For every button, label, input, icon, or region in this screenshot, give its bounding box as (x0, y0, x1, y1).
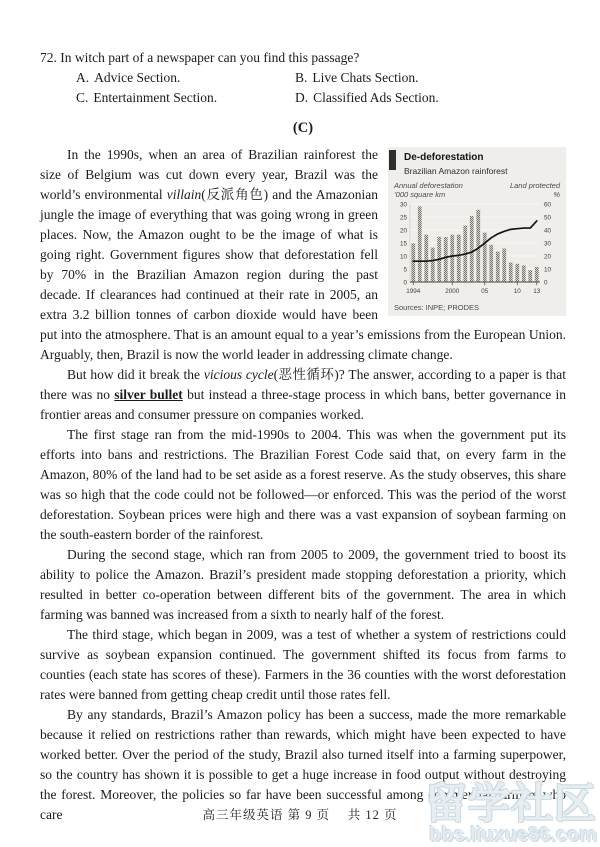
question-line (40, 48, 566, 68)
left-axis-label-line1: Annual deforestation (394, 181, 463, 190)
svg-text:13: 13 (533, 288, 541, 295)
left-axis-label-line2: ’000 square km (394, 190, 446, 199)
option-d-text: Classified Ads Section. (313, 90, 439, 105)
chart-plot-svg (394, 200, 560, 300)
option-b (295, 68, 419, 88)
question-number: 72. (40, 50, 57, 65)
option-a-text: Advice Section. (94, 70, 181, 85)
svg-text:0: 0 (403, 279, 407, 287)
option-c-text: Entertainment Section. (93, 90, 218, 105)
option-d (295, 88, 439, 108)
section-heading: (C) (292, 120, 314, 136)
question-text: In witch part of a newspaper can you find this passage? (60, 50, 360, 65)
svg-text:5: 5 (403, 266, 407, 274)
question-72 (40, 48, 566, 108)
passage (40, 145, 566, 825)
option-b-label: B. (295, 70, 308, 85)
option-b-text: Live Chats Section. (312, 70, 419, 85)
deforestation-chart (388, 147, 566, 316)
chart-corner-tab (389, 150, 396, 170)
watermark-title: 留学社区 (424, 780, 597, 827)
right-axis-label (510, 181, 560, 199)
paragraph-3 (40, 425, 566, 545)
svg-text:60: 60 (544, 201, 552, 209)
svg-text:10: 10 (513, 288, 521, 295)
paragraph-5 (40, 625, 566, 705)
chart-source: Sources: INPE; PRODES (394, 303, 480, 312)
svg-text:15: 15 (399, 240, 407, 248)
svg-text:20: 20 (544, 253, 552, 261)
svg-text:0: 0 (544, 279, 548, 287)
text-run: silver bullet (114, 387, 183, 402)
chart-subtitle: Brazilian Amazon rainforest (404, 166, 508, 176)
paragraph-2 (40, 365, 566, 425)
svg-text:30: 30 (399, 201, 407, 209)
option-a-label: A. (76, 70, 90, 85)
svg-text:25: 25 (399, 214, 407, 222)
text-run: (反派角色) and the Amazonian jungle the image of everything that was going wrong in green places. Now, the Amazon ought to be the image of what is going right. Government figures show that deforestation fell by 70% in the Brazilian Amazon region during the past decade. If clearances had continued at their rate in 2005, an extra 3.2 billion tonnes of carbon dioxide would have been put into the atmosphere. That is an amount equal to a year’s emissions from the European Union. Arguably, then, Brazil is now the world leader in addressing climate change. (40, 187, 566, 362)
options-row-1 (40, 68, 566, 88)
right-axis-label-line2: % (553, 190, 560, 199)
text-run: The first stage ran from the mid-1990s to 2004. This was when the government put its efforts into bans and restrictions. The Brazilian Forest Code said that, on every farm in the Amazon, 80% of the land had to be set aside as a forest reserve. As the study observes, this share was so high that the code could not be followed—or enforced. This was the period of the worst deforestation. Soybean prices were high and there was a vast expansion of soybean farming on the south-eastern border of the rainforest. (40, 427, 566, 542)
text-run: but instead a three-stage process in which bans, better governance in frontier areas and consumer pressure on companies worked. (40, 387, 566, 422)
svg-text:30: 30 (544, 240, 552, 248)
text-run: In the 1990s, when an area of Brazilian rainforest the size of Belgium was cut down every year, Brazil was the world’s environmental (40, 147, 378, 202)
text-run: During the second stage, which ran from 2005 to 2009, the government tried to boost its ability to police the Amazon. Brazil’s president made stopping deforestation a priority, which resulted in better co-operation between different bits of the government. The area in which farming was banned was increased from a sixth to nearly half of the forest. (40, 547, 566, 622)
watermark (424, 780, 597, 846)
svg-text:10: 10 (544, 266, 552, 274)
chart-title: De-deforestation (404, 152, 484, 163)
text-run: But how did it break the (67, 367, 204, 382)
left-axis-label (394, 181, 463, 199)
option-a (76, 68, 295, 88)
text-run: By any standards, Brazil’s Amazon policy has been a success, made the more remarkable because it relied on restrictions rather than rewards, which might have been expected to have worked better. Over the period of the study, Brazil also turned itself into a farming superpower, so the country has shown it is possible to get a huge increase in food output without destroying the forest. Moreover, the policies so far have been successful among commercial farmers who care (40, 707, 566, 822)
watermark-url: bbs.liuxue86.com (429, 824, 597, 846)
svg-text:05: 05 (481, 288, 489, 295)
svg-text:20: 20 (399, 227, 407, 235)
chart-axis-labels (394, 181, 560, 199)
text-run: (恶性循环)? The answer, according to a paper is that there was no (40, 367, 566, 402)
svg-text:10: 10 (399, 253, 407, 261)
text-run: villain (166, 187, 202, 202)
option-c-label: C. (76, 90, 89, 105)
svg-text:1994: 1994 (406, 288, 421, 295)
svg-text:50: 50 (544, 214, 552, 222)
text-run: The third stage, which began in 2009, was a test of whether a system of restrictions could survive as soybean expansion continued. The government shifted its focus from farms to counties (each state has scores of these). Farmers in the 36 counties with the worst deforestation rates were banned from getting cheap credit until those rates fell. (40, 627, 566, 702)
option-d-label: D. (295, 90, 309, 105)
paragraph-4 (40, 545, 566, 625)
page-footer: 高三年级英语 第 9 页 共 12 页 (202, 808, 398, 822)
svg-text:40: 40 (544, 227, 552, 235)
options-row-2 (40, 88, 566, 108)
right-axis-label-line1: Land protected (509, 181, 560, 190)
svg-text:2000: 2000 (445, 288, 460, 295)
text-run: vicious cycle (203, 367, 274, 382)
option-c (76, 88, 295, 108)
